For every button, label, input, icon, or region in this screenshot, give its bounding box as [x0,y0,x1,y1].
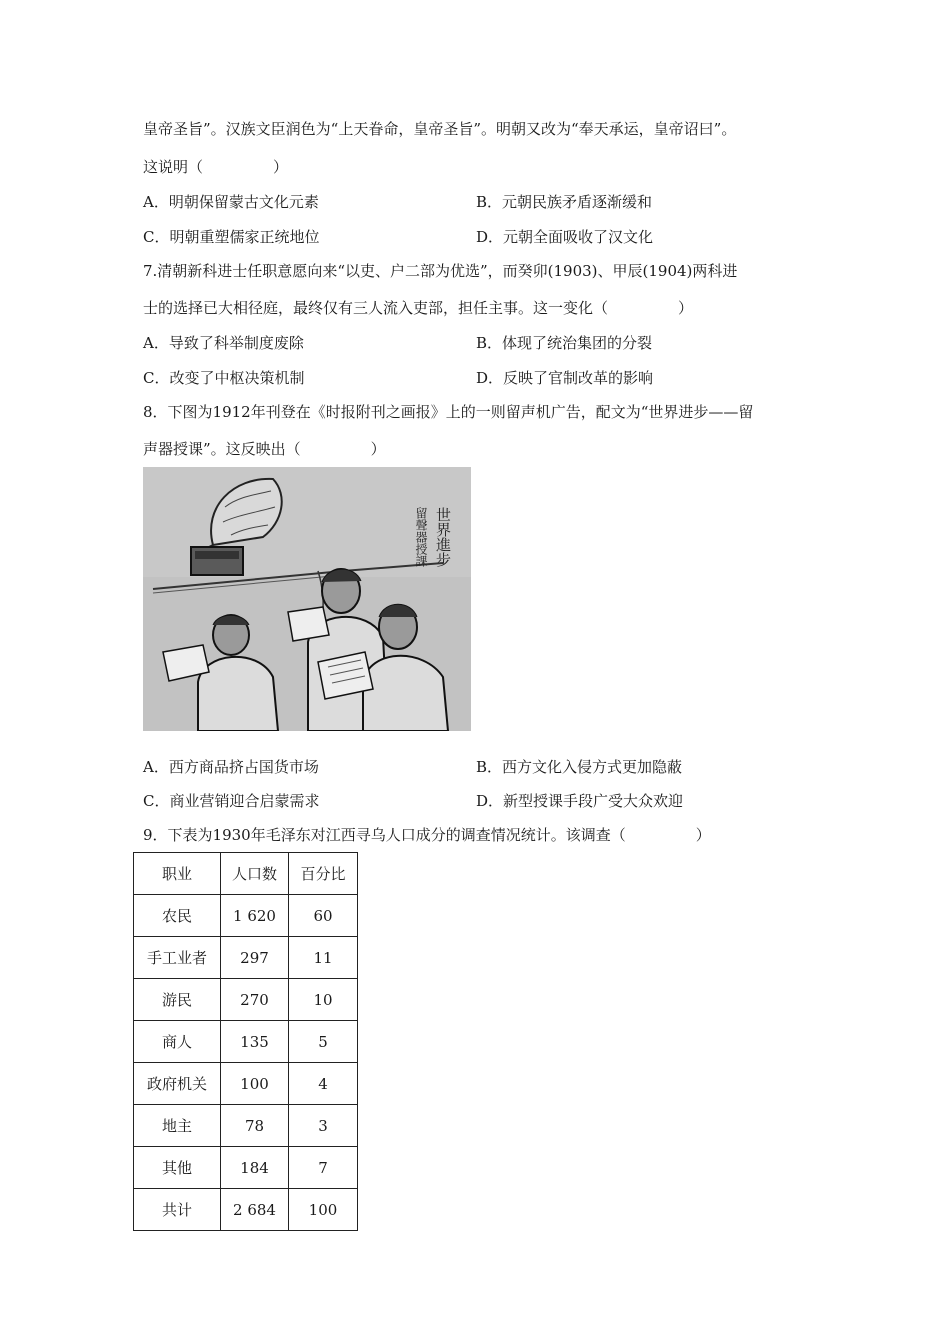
table-cell: 100 [221,1063,289,1105]
gramophone-classroom-sketch [143,467,471,731]
q6-option-a: A．明朝保留蒙古文化元素 [143,193,319,211]
q9-stem-line1 [143,824,711,845]
table-cell: 游民 [134,979,221,1021]
table-cell: 297 [221,937,289,979]
q6-stem-line2 [143,156,288,177]
q7-stem-line2 [143,297,693,318]
q8-stem-line1: 8．下图为1912年刊登在《时报附刊之画报》上的一则留声机广告，配文为“世界进步——留 [143,403,754,421]
table-cell: 11 [289,937,358,979]
table-cell: 10 [289,979,358,1021]
table-cell: 4 [289,1063,358,1105]
table-cell: 3 [289,1105,358,1147]
population-table [133,852,358,1231]
q9-stem-prefix: 9．下表为1930年毛泽东对江西寻乌人口成分的调查情况统计。该调查（ [143,826,626,844]
table-total-row [134,1189,358,1231]
q7-stem-line1: 7.清朝新科进士任职意愿向来“以吏、户二部为优选”，而癸卯(1903)、甲辰(1904)两科进 [143,262,738,280]
q6-stem-line1: 皇帝圣旨”。汉族文臣润色为“上天眷命，皇帝圣旨”。明朝又改为“奉天承运，皇帝诏曰”。 [143,120,737,138]
table-row [134,1021,358,1063]
table-header-cell: 职业 [134,853,221,895]
table-cell: 政府机关 [134,1063,221,1105]
table-row [134,1063,358,1105]
table-cell: 5 [289,1021,358,1063]
q7-option-a: A．导致了科举制度废除 [143,334,304,352]
table-cell: 100 [289,1189,358,1231]
table-cell: 78 [221,1105,289,1147]
table-cell: 手工业者 [134,937,221,979]
table-row [134,979,358,1021]
table-cell: 2 684 [221,1189,289,1231]
image-caption-sub: 留聲器授課 [414,507,428,567]
q6-option-b: B．元朝民族矛盾逐渐缓和 [476,193,653,211]
table-cell: 其他 [134,1147,221,1189]
table-cell: 1 620 [221,895,289,937]
q8-stem-suffix: ） [370,440,386,458]
table-row [134,1105,358,1147]
table-cell: 地主 [134,1105,221,1147]
q8-option-a: A．西方商品挤占国货市场 [143,758,319,776]
table-cell: 农民 [134,895,221,937]
table-header-cell: 百分比 [289,853,358,895]
q7-stem-suffix: ） [678,299,694,317]
table-cell: 184 [221,1147,289,1189]
q6-stem-prefix: 这说明（ [143,158,204,176]
q7-option-d: D．反映了官制改革的影响 [476,369,654,387]
table-cell: 60 [289,895,358,937]
q6-option-d: D．元朝全面吸收了汉文化 [476,228,654,246]
q7-stem-prefix: 士的选择已大相径庭，最终仅有三人流入吏部，担任主事。这一变化（ [143,299,609,317]
q8-stem-prefix: 声器授课”。这反映出（ [143,440,301,458]
q8-option-c: C．商业营销迎合启蒙需求 [143,792,320,810]
table-cell: 共计 [134,1189,221,1231]
table-row [134,895,358,937]
q7-option-b: B．体现了统治集团的分裂 [476,334,653,352]
q9-stem-suffix: ） [695,826,711,844]
image-caption-main: 世界進步 [434,507,452,567]
table-row [134,1147,358,1189]
table-cell: 7 [289,1147,358,1189]
q6-option-c: C．明朝重塑儒家正统地位 [143,228,320,246]
q8-option-d: D．新型授课手段广受大众欢迎 [476,792,684,810]
gramophone-ad-illustration [143,467,471,731]
table-cell: 商人 [134,1021,221,1063]
table-cell: 135 [221,1021,289,1063]
table-header-cell: 人口数 [221,853,289,895]
q7-option-c: C．改变了中枢决策机制 [143,369,305,387]
q8-option-b: B．西方文化入侵方式更加隐蔽 [476,758,683,776]
table-row [134,937,358,979]
q6-stem-suffix: ） [273,158,289,176]
table-header-row [134,853,358,895]
q8-stem-line2 [143,438,386,459]
table-cell: 270 [221,979,289,1021]
